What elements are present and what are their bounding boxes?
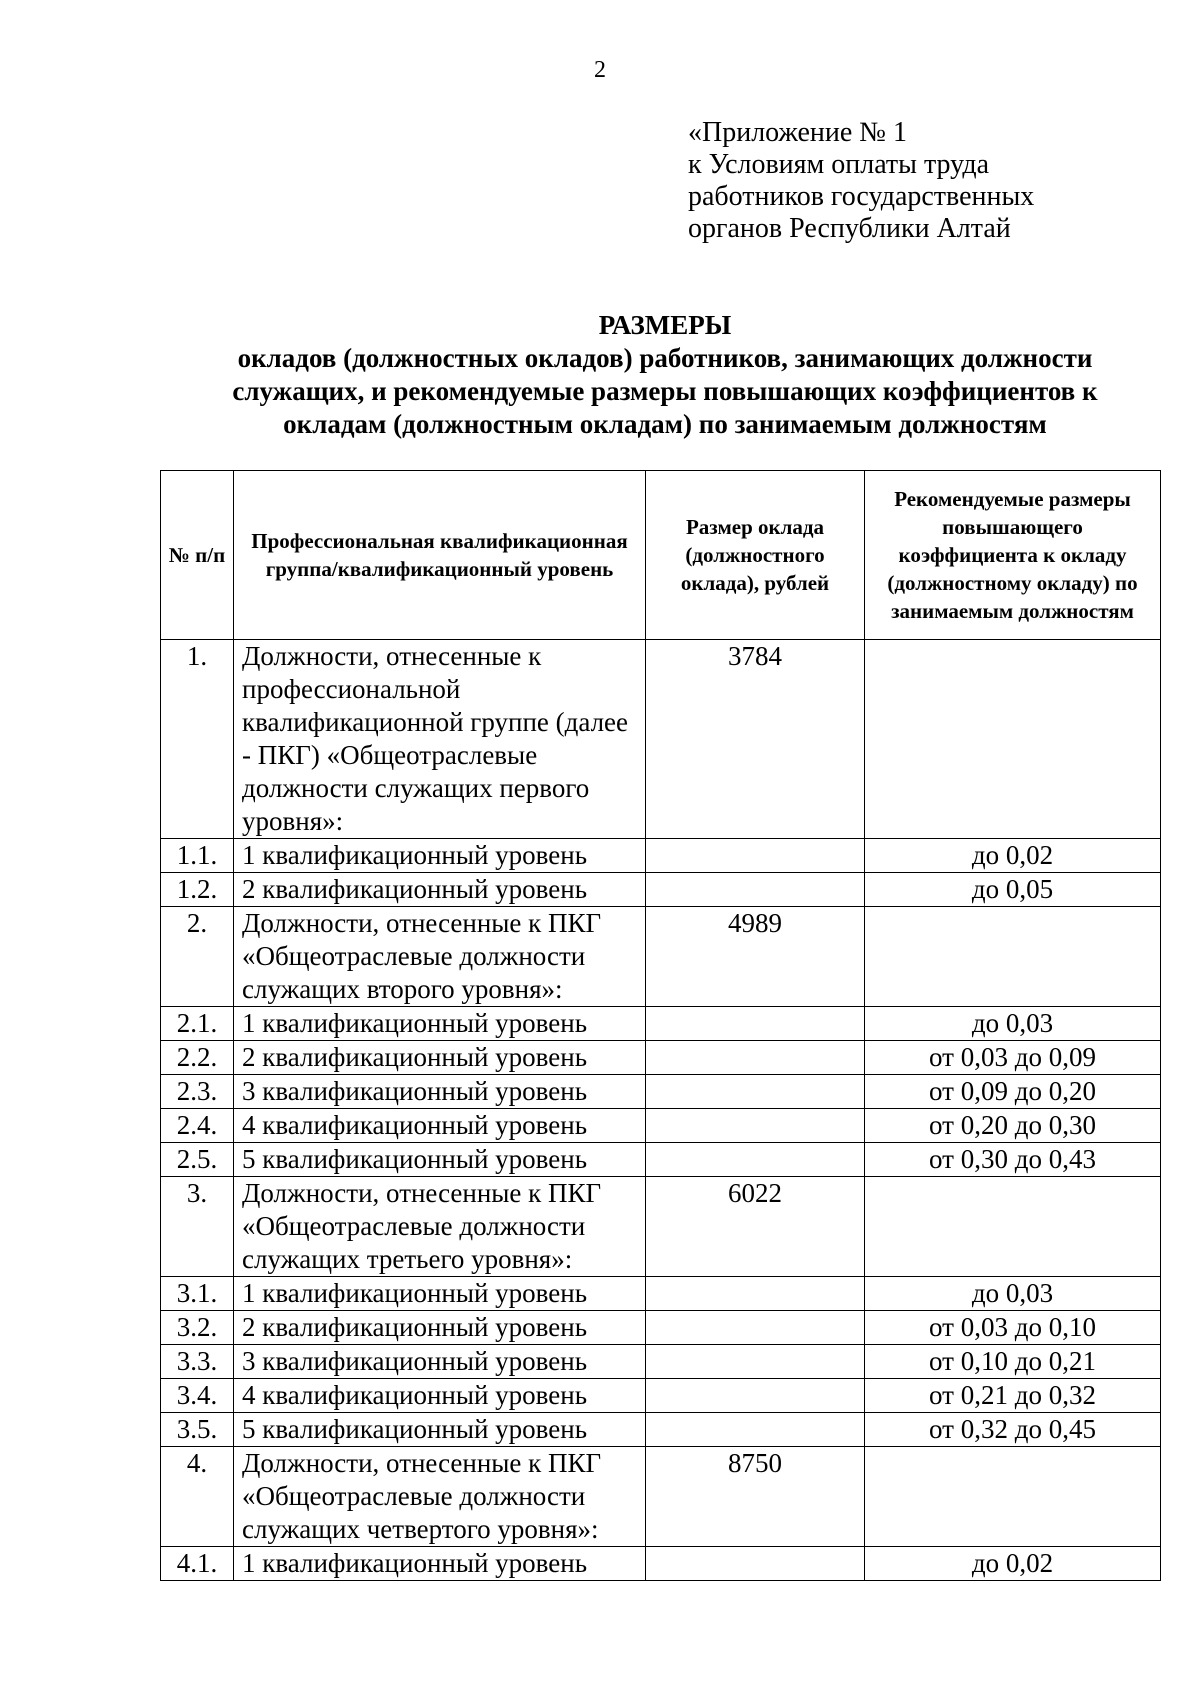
row-group-name: 3 квалификационный уровень <box>234 1345 646 1379</box>
row-group-name: 2 квалификационный уровень <box>234 1311 646 1345</box>
document-subtitle-line: окладам (должностным окладам) по занимаемым должностям <box>283 409 1047 439</box>
table-row <box>161 1143 1161 1177</box>
row-coefficient: от 0,20 до 0,30 <box>865 1109 1161 1143</box>
row-salary: 8750 <box>646 1447 865 1547</box>
table-header-row <box>161 471 1161 640</box>
table-row <box>161 1177 1161 1277</box>
document-heading <box>0 309 1200 441</box>
row-coefficient: до 0,03 <box>865 1277 1161 1311</box>
table-row <box>161 640 1161 839</box>
table-row <box>161 1447 1161 1547</box>
row-salary <box>646 1547 865 1581</box>
row-salary <box>646 1311 865 1345</box>
row-group-name: 3 квалификационный уровень <box>234 1075 646 1109</box>
row-group-name: Должности, отнесенные к профессиональной квалификационной группе (далее - ПКГ) «Общеотраслевые должности служащих первого уровня»: <box>234 640 646 839</box>
row-coefficient: от 0,09 до 0,20 <box>865 1075 1161 1109</box>
row-salary: 6022 <box>646 1177 865 1277</box>
row-group-name: 4 квалификационный уровень <box>234 1379 646 1413</box>
row-salary <box>646 1277 865 1311</box>
table-row <box>161 1109 1161 1143</box>
appendix-note <box>688 117 1034 245</box>
row-number: 2.4. <box>161 1109 234 1143</box>
header-salary: Размер оклада (должностного оклада), рублей <box>646 471 865 640</box>
row-number: 2.5. <box>161 1143 234 1177</box>
row-number: 2.2. <box>161 1041 234 1075</box>
row-salary <box>646 1075 865 1109</box>
row-number: 1. <box>161 640 234 839</box>
table-row <box>161 1075 1161 1109</box>
document-subtitle-line: служащих, и рекомендуемые размеры повышающих коэффициентов к <box>232 376 1098 406</box>
row-salary: 4989 <box>646 907 865 1007</box>
row-group-name: 4 квалификационный уровень <box>234 1109 646 1143</box>
row-coefficient <box>865 640 1161 839</box>
row-number: 3. <box>161 1177 234 1277</box>
row-coefficient: до 0,02 <box>865 839 1161 873</box>
row-number: 3.2. <box>161 1311 234 1345</box>
header-num: № п/п <box>161 471 234 640</box>
header-coef: Рекомендуемые размеры повышающего коэффициента к окладу (должностному окладу) по занимаемым должностям <box>865 471 1161 640</box>
table-row <box>161 1547 1161 1581</box>
table-row <box>161 1311 1161 1345</box>
row-group-name: Должности, отнесенные к ПКГ «Общеотраслевые должности служащих четвертого уровня»: <box>234 1447 646 1547</box>
table-row <box>161 839 1161 873</box>
appendix-line: «Приложение № 1 <box>688 117 907 148</box>
row-number: 4. <box>161 1447 234 1547</box>
row-coefficient: от 0,10 до 0,21 <box>865 1345 1161 1379</box>
row-group-name: 1 квалификационный уровень <box>234 839 646 873</box>
page-number: 2 <box>594 57 606 83</box>
row-coefficient <box>865 1177 1161 1277</box>
row-coefficient: от 0,03 до 0,10 <box>865 1311 1161 1345</box>
row-salary <box>646 1007 865 1041</box>
row-coefficient <box>865 1447 1161 1547</box>
table-row <box>161 1007 1161 1041</box>
row-number: 2. <box>161 907 234 1007</box>
row-coefficient: от 0,21 до 0,32 <box>865 1379 1161 1413</box>
appendix-line: органов Республики Алтай <box>688 213 1011 244</box>
row-group-name: Должности, отнесенные к ПКГ «Общеотраслевые должности служащих второго уровня»: <box>234 907 646 1007</box>
table-row <box>161 1413 1161 1447</box>
appendix-line: к Условиям оплаты труда <box>688 149 990 180</box>
row-coefficient <box>865 907 1161 1007</box>
row-coefficient: от 0,03 до 0,09 <box>865 1041 1161 1075</box>
row-coefficient: до 0,05 <box>865 873 1161 907</box>
row-coefficient: от 0,30 до 0,43 <box>865 1143 1161 1177</box>
table-row <box>161 873 1161 907</box>
row-group-name: Должности, отнесенные к ПКГ «Общеотраслевые должности служащих третьего уровня»: <box>234 1177 646 1277</box>
row-group-name: 1 квалификационный уровень <box>234 1547 646 1581</box>
row-group-name: 1 квалификационный уровень <box>234 1007 646 1041</box>
row-number: 2.1. <box>161 1007 234 1041</box>
row-coefficient: от 0,32 до 0,45 <box>865 1413 1161 1447</box>
row-number: 3.5. <box>161 1413 234 1447</box>
row-salary <box>646 1379 865 1413</box>
row-salary <box>646 1143 865 1177</box>
row-salary <box>646 1041 865 1075</box>
document-subtitle-line: окладов (должностных окладов) работников, занимающих должности <box>237 343 1093 373</box>
row-number: 1.1. <box>161 839 234 873</box>
table-row <box>161 1277 1161 1311</box>
row-salary <box>646 1109 865 1143</box>
row-group-name: 1 квалификационный уровень <box>234 1277 646 1311</box>
row-coefficient: до 0,03 <box>865 1007 1161 1041</box>
row-number: 2.3. <box>161 1075 234 1109</box>
row-number: 3.3. <box>161 1345 234 1379</box>
header-group: Профессиональная квалификационная группа/квалификационный уровень <box>234 471 646 640</box>
row-group-name: 5 квалификационный уровень <box>234 1413 646 1447</box>
appendix-line: работников государственных <box>688 181 1035 212</box>
row-salary <box>646 839 865 873</box>
row-salary <box>646 1345 865 1379</box>
row-number: 3.1. <box>161 1277 234 1311</box>
table-row <box>161 1379 1161 1413</box>
row-number: 3.4. <box>161 1379 234 1413</box>
row-group-name: 5 квалификационный уровень <box>234 1143 646 1177</box>
row-salary: 3784 <box>646 640 865 839</box>
table-row <box>161 1345 1161 1379</box>
table-row <box>161 907 1161 1007</box>
row-salary <box>646 1413 865 1447</box>
document-title: РАЗМЕРЫ <box>598 310 732 340</box>
row-coefficient: до 0,02 <box>865 1547 1161 1581</box>
row-number: 4.1. <box>161 1547 234 1581</box>
salary-table <box>160 470 1161 1581</box>
row-group-name: 2 квалификационный уровень <box>234 1041 646 1075</box>
table-body <box>161 640 1161 1581</box>
table-row <box>161 1041 1161 1075</box>
row-group-name: 2 квалификационный уровень <box>234 873 646 907</box>
row-salary <box>646 873 865 907</box>
row-number: 1.2. <box>161 873 234 907</box>
